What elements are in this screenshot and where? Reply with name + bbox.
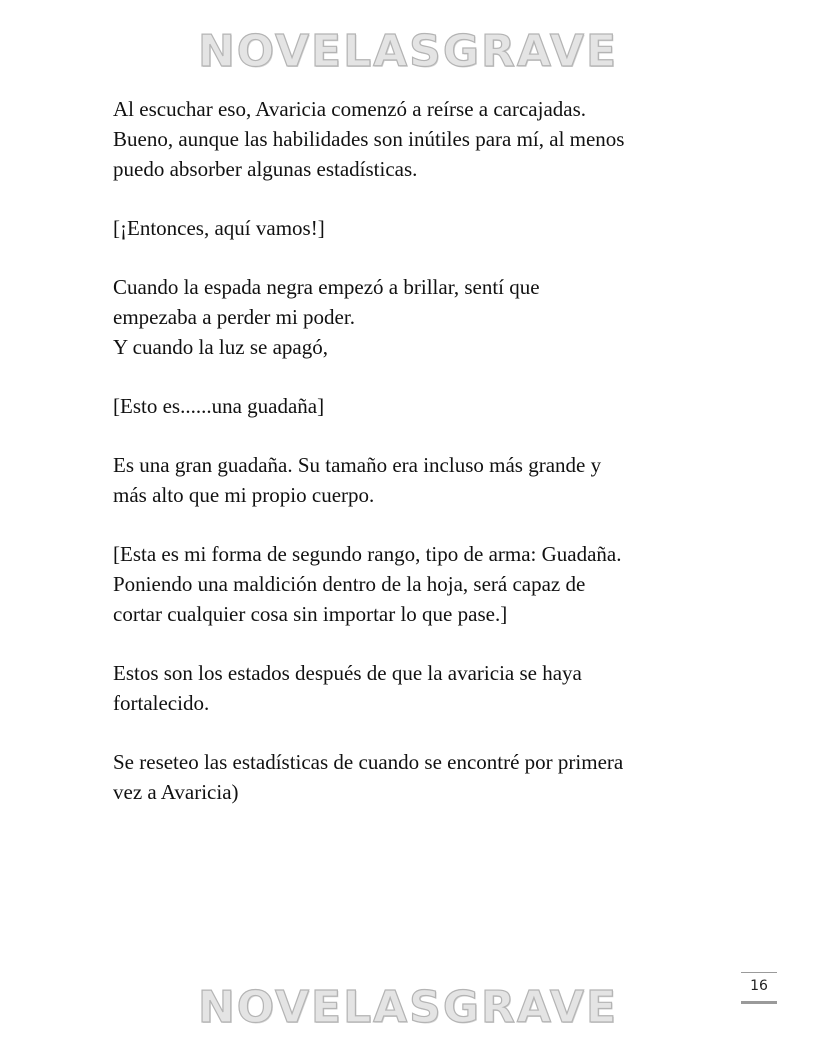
- paragraph-7: [113, 658, 713, 718]
- text-line: Se reseteo las estadísticas de cuando se encontré por primera: [113, 750, 624, 774]
- text-line: vez a Avaricia): [113, 780, 239, 804]
- paragraph-4: [113, 391, 713, 421]
- text-line: Al escuchar eso, Avaricia comenzó a reírse a carcajadas.: [113, 97, 587, 121]
- text-line: Poniendo una maldición dentro de la hoja, será capaz de: [113, 572, 586, 596]
- text-line: Y cuando la luz se apagó,: [113, 335, 328, 359]
- text-line: más alto que mi propio cuerpo.: [113, 483, 375, 507]
- paragraph-3: [113, 272, 713, 362]
- paragraph-5: [113, 450, 713, 510]
- text-line: cortar cualquier cosa sin importar lo que pase.]: [113, 602, 508, 626]
- footer-watermark: NOVELASGRAVE: [197, 982, 619, 1033]
- text-line: empezaba a perder mi poder.: [113, 305, 355, 329]
- text-line: [Esta es mi forma de segundo rango, tipo de arma: Guadaña.: [113, 542, 622, 566]
- text-line: Cuando la espada negra empezó a brillar, sentí que: [113, 275, 540, 299]
- page-body: [113, 94, 713, 836]
- paragraph-6: [113, 539, 713, 629]
- text-line: [Esto es......una guadaña]: [113, 394, 325, 418]
- text-line: Estos son los estados después de que la avaricia se haya: [113, 661, 582, 685]
- paragraph-2: [113, 213, 713, 243]
- text-line: Bueno, aunque las habilidades son inútiles para mí, al menos: [113, 127, 625, 151]
- text-line: puedo absorber algunas estadísticas.: [113, 157, 418, 181]
- page-number: 16: [750, 978, 768, 994]
- text-line: fortalecido.: [113, 691, 210, 715]
- text-line: Es una gran guadaña. Su tamaño era incluso más grande y: [113, 453, 602, 477]
- paragraph-8: [113, 747, 713, 807]
- text-line: [¡Entonces, aquí vamos!]: [113, 216, 325, 240]
- paragraph-1: [113, 94, 713, 184]
- header-watermark: NOVELASGRAVE: [197, 26, 619, 77]
